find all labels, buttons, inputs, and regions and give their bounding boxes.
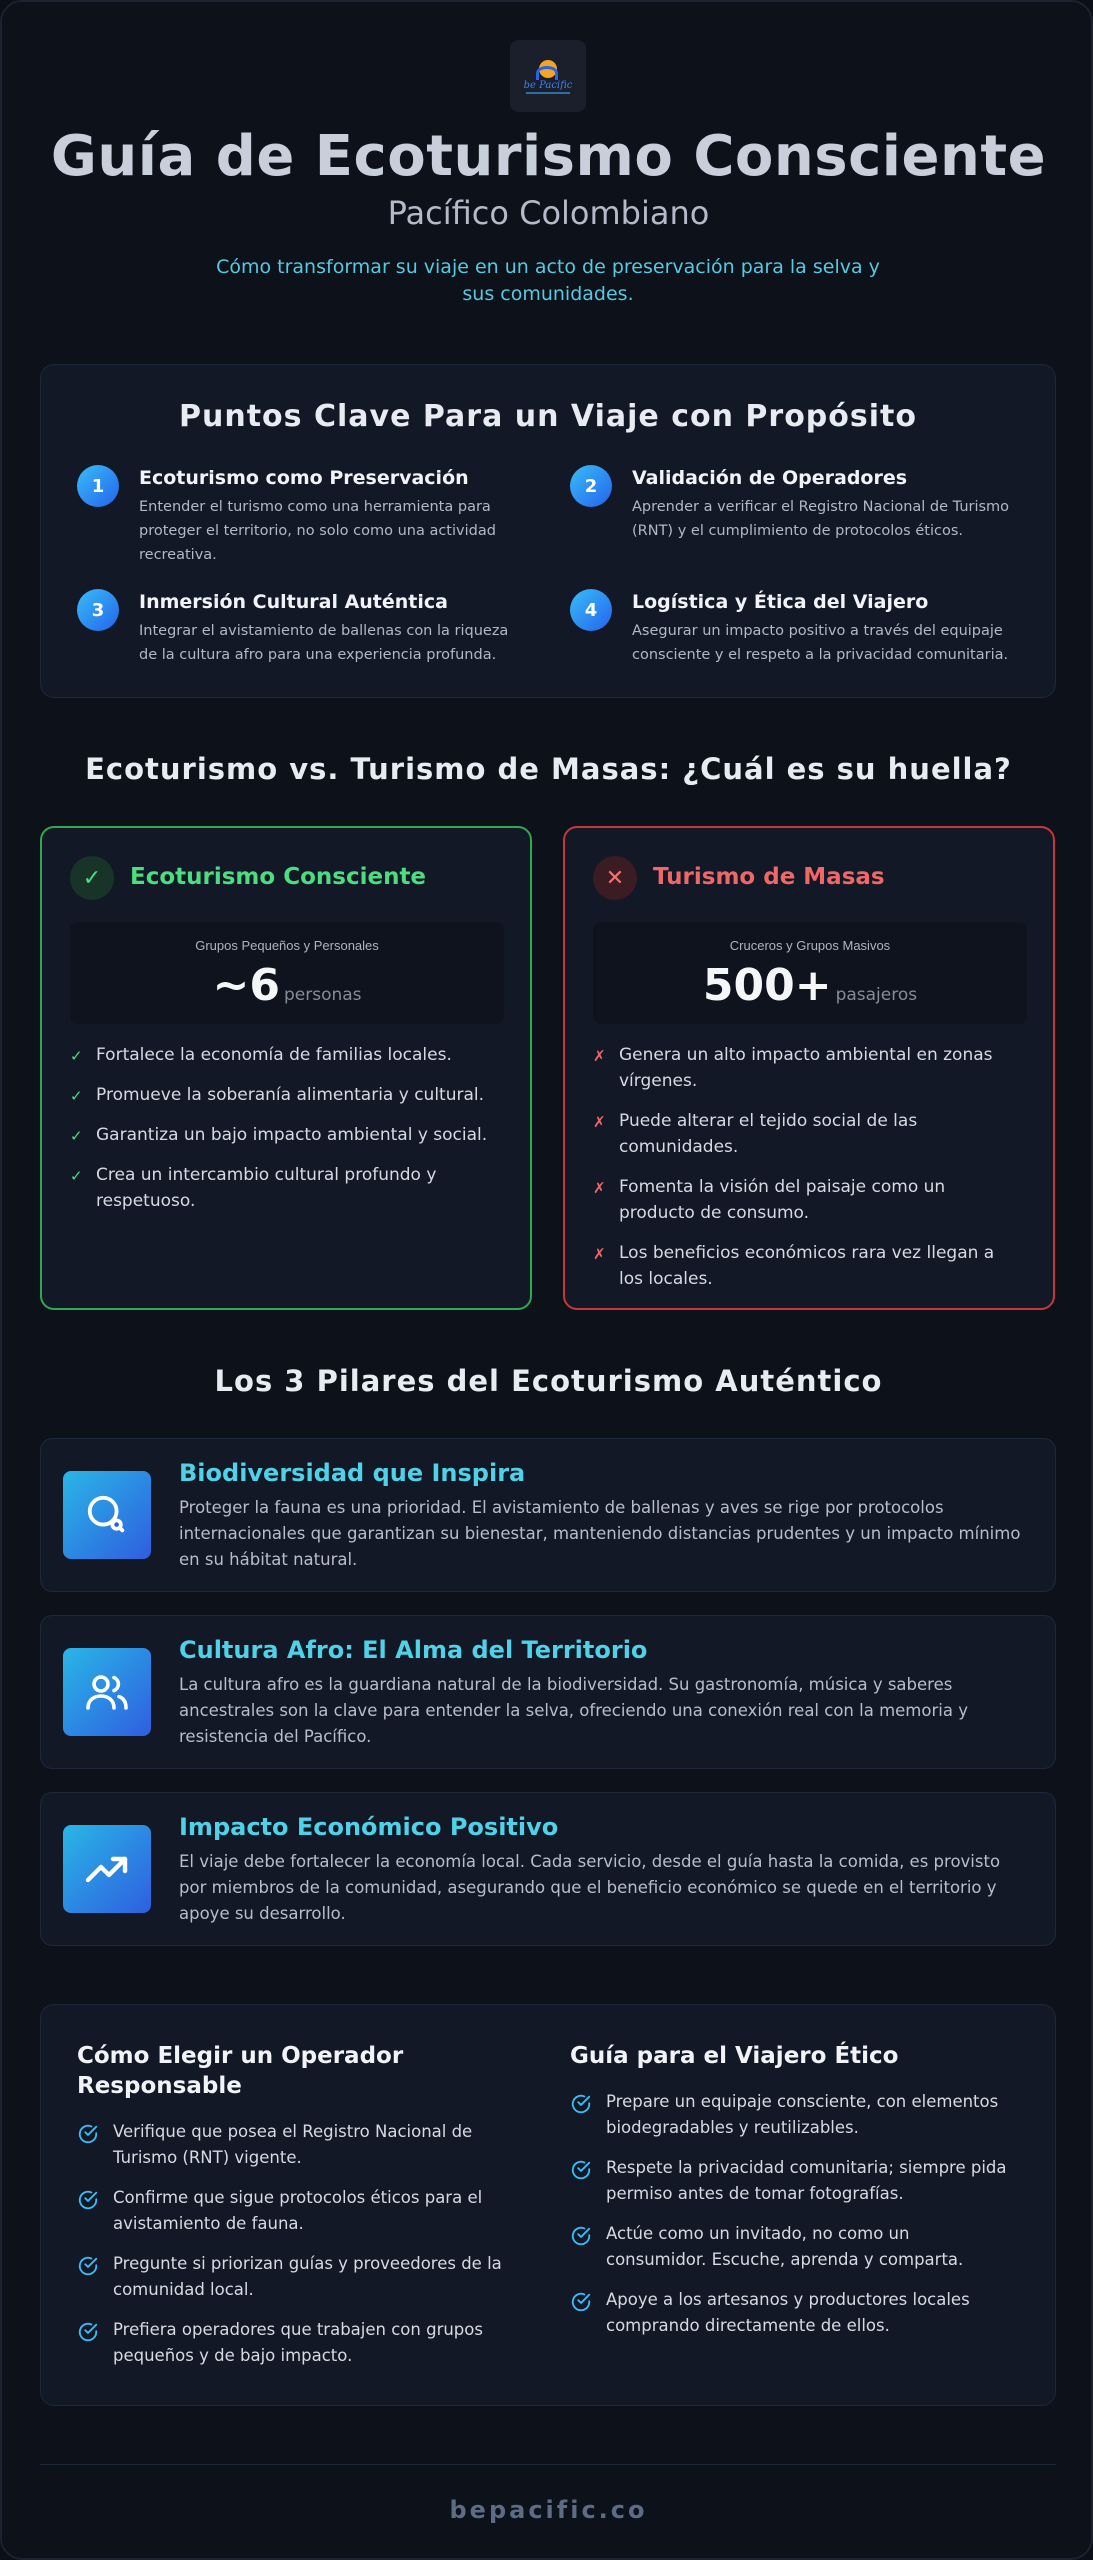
key-point-number: 3: [77, 589, 119, 631]
list-item: [77, 2119, 517, 2171]
operator-list: [77, 2119, 517, 2369]
list-item: [77, 2317, 517, 2369]
cross-icon: ✗: [593, 1047, 606, 1065]
pillar-biodiversity: [40, 1438, 1056, 1592]
traveler-section: [570, 2041, 1010, 2353]
list-item: [70, 1162, 500, 1214]
logo: [510, 40, 586, 112]
list-item-text: Verifique que posea el Registro Nacional de Turismo (RNT) vigente.: [113, 2122, 473, 2167]
logo-text: be Pacific: [523, 80, 573, 91]
page-subtitle: Pacífico Colombiano: [387, 194, 710, 232]
list-item-text: Fortalece la economía de familias locales.: [96, 1045, 452, 1065]
list-item-text: Pregunte si priorizan guías y proveedores de la comunidad local.: [113, 2254, 502, 2299]
ecotourism-card: [40, 826, 532, 1310]
pillar-economy: [40, 1792, 1056, 1946]
list-item-text: Fomenta la visión del paisaje como un producto de consumo.: [619, 1177, 946, 1223]
list-item-text: Apoye a los artesanos y productores locales comprando directamente de ellos.: [606, 2290, 970, 2335]
operator-title: Cómo Elegir un Operador Responsable: [77, 2043, 404, 2099]
comparison-title: Ecoturismo vs. Turismo de Masas: ¿Cuál es su huella?: [85, 752, 1012, 786]
key-points-title: Puntos Clave Para un Viaje con Propósito: [179, 399, 917, 434]
trending-up-icon: [63, 1825, 151, 1913]
pillar-title: Impacto Económico Positivo: [179, 1813, 559, 1841]
key-point-title: Validación de Operadores: [632, 467, 908, 489]
search-leaf-icon: [63, 1471, 151, 1559]
check-circle-icon: [570, 2093, 592, 2115]
pillar-desc: La cultura afro es la guardiana natural de la biodiversidad. Su gastronomía, música y saberes ancestrales son la clave para entender la selva, ofreciendo una conexión real con la memoria y resistencia del Pacífico.: [179, 1675, 968, 1746]
mass-tourism-drawbacks-list: [593, 1042, 1023, 1306]
checkmark-icon: ✓: [70, 1167, 83, 1185]
list-item-text: Puede alterar el tejido social de las comunidades.: [619, 1111, 918, 1157]
checkmark-icon: ✓: [70, 1127, 83, 1145]
pillar-title: Cultura Afro: El Alma del Territorio: [179, 1636, 648, 1664]
footer-site-link[interactable]: bepacific.co: [449, 2496, 648, 2524]
list-item-text: Los beneficios económicos rara vez llegan a los locales.: [619, 1243, 995, 1289]
stat-unit: personas: [283, 985, 362, 1005]
mass-tourism-card: [563, 826, 1055, 1310]
cross-icon: ✗: [593, 1113, 606, 1131]
page-title: Guía de Ecoturismo Consciente: [50, 124, 1047, 189]
key-point-number: 2: [570, 465, 612, 507]
list-item: [570, 2221, 1010, 2273]
key-point-desc: Entender el turismo como una herramienta para proteger el territorio, no solo como una actividad recreativa.: [139, 499, 496, 563]
logo-wave-icon: [536, 66, 558, 80]
logo-mark: [522, 56, 574, 96]
list-item-text: Prepare un equipaje consciente, con elementos biodegradables y reutilizables.: [606, 2092, 999, 2137]
stat-value: 500+: [702, 960, 832, 1011]
logo-underline: [526, 92, 570, 94]
pillar-culture: [40, 1615, 1056, 1769]
list-item-text: Confirme que sigue protocolos éticos para el avistamiento de fauna.: [113, 2188, 483, 2233]
key-points-card: [40, 364, 1056, 698]
check-circle-icon: [570, 2291, 592, 2313]
cross-icon: ✗: [593, 1245, 606, 1263]
list-item: [570, 2287, 1010, 2339]
list-item: [77, 2185, 517, 2237]
list-item: [77, 2251, 517, 2303]
ecotourism-title: Ecoturismo Consciente: [130, 864, 427, 890]
stat-value: ~6: [212, 960, 280, 1011]
list-item-text: Promueve la soberanía alimentaria y cultural.: [96, 1085, 485, 1105]
check-icon: ✓: [70, 856, 114, 900]
check-circle-icon: [570, 2225, 592, 2247]
users-icon: [63, 1648, 151, 1736]
stat-unit: pasajeros: [835, 985, 918, 1005]
guide-card: [40, 2004, 1056, 2406]
pillar-desc: El viaje debe fortalecer la economía local. Cada servicio, desde el guía hasta la comida, es provisto por miembros de la comunidad, asegurando que el beneficio económico se quede en el territorio y apoye su desarrollo.: [179, 1852, 1001, 1923]
key-point-title: Ecoturismo como Preservación: [139, 467, 469, 489]
list-item: [593, 1108, 1023, 1160]
check-circle-icon: [77, 2189, 99, 2211]
cross-icon: ✗: [593, 1179, 606, 1197]
pillar-desc: Proteger la fauna es una prioridad. El avistamiento de ballenas y aves se rige por protocolos internacionales que garantizan su bienestar, manteniendo distancias prudentes y un impacto mínimo en su hábitat natural.: [179, 1498, 1021, 1569]
list-item-text: Genera un alto impacto ambiental en zonas vírgenes.: [619, 1045, 993, 1091]
list-item-text: Actúe como un invitado, no como un consumidor. Escuche, aprenda y comparta.: [606, 2224, 964, 2269]
list-item-text: Garantiza un bajo impacto ambiental y social.: [96, 1125, 488, 1145]
mass-tourism-title: Turismo de Masas: [653, 864, 885, 890]
check-circle-icon: [77, 2255, 99, 2277]
traveler-title: Guía para el Viajero Ético: [570, 2043, 899, 2069]
traveler-list: [570, 2089, 1010, 2339]
key-point-title: Logística y Ética del Viajero: [632, 591, 929, 613]
list-item: [70, 1042, 500, 1068]
pillar-title: Biodiversidad que Inspira: [179, 1459, 526, 1487]
list-item-text: Crea un intercambio cultural profundo y respetuoso.: [96, 1165, 437, 1211]
ecotourism-benefits-list: [70, 1042, 500, 1228]
list-item: [570, 2155, 1010, 2207]
list-item-text: Respete la privacidad comunitaria; siempre pida permiso antes de tomar fotografías.: [606, 2158, 1007, 2203]
tagline: Cómo transformar su viaje en un acto de preservación para la selva y sus comunidades.: [216, 256, 880, 305]
checkmark-icon: ✓: [70, 1087, 83, 1105]
key-point-title: Inmersión Cultural Auténtica: [139, 591, 448, 613]
key-point-number: 4: [570, 589, 612, 631]
ecotourism-stat: [70, 922, 504, 1024]
pillars-title: Los 3 Pilares del Ecoturismo Auténtico: [214, 1364, 883, 1398]
key-point-desc: Integrar el avistamiento de ballenas con la riqueza de la cultura afro para una experiencia profunda.: [139, 623, 509, 663]
list-item: [593, 1174, 1023, 1226]
list-item: [593, 1042, 1023, 1094]
checkmark-icon: ✓: [70, 1047, 83, 1065]
mass-tourism-stat: [593, 922, 1027, 1024]
list-item: [70, 1082, 500, 1108]
key-point-number: 1: [77, 465, 119, 507]
check-circle-icon: [77, 2321, 99, 2343]
list-item: [570, 2089, 1010, 2141]
key-point-desc: Aprender a verificar el Registro Nacional de Turismo (RNT) y el cumplimiento de protocolos éticos.: [632, 499, 1010, 539]
stat-label: Cruceros y Grupos Masivos: [729, 938, 891, 953]
list-item: [70, 1122, 500, 1148]
list-item: [593, 1240, 1023, 1292]
footer-divider: [40, 2464, 1056, 2465]
key-point-desc: Asegurar un impacto positivo a través del equipaje consciente y el respeto a la privacidad comunitaria.: [632, 623, 1009, 663]
check-circle-icon: [570, 2159, 592, 2181]
x-icon: ✕: [593, 856, 637, 900]
operator-section: [77, 2041, 517, 2383]
list-item-text: Prefiera operadores que trabajen con grupos pequeños y de bajo impacto.: [113, 2320, 483, 2365]
stat-label: Grupos Pequeños y Personales: [195, 938, 379, 953]
check-circle-icon: [77, 2123, 99, 2145]
